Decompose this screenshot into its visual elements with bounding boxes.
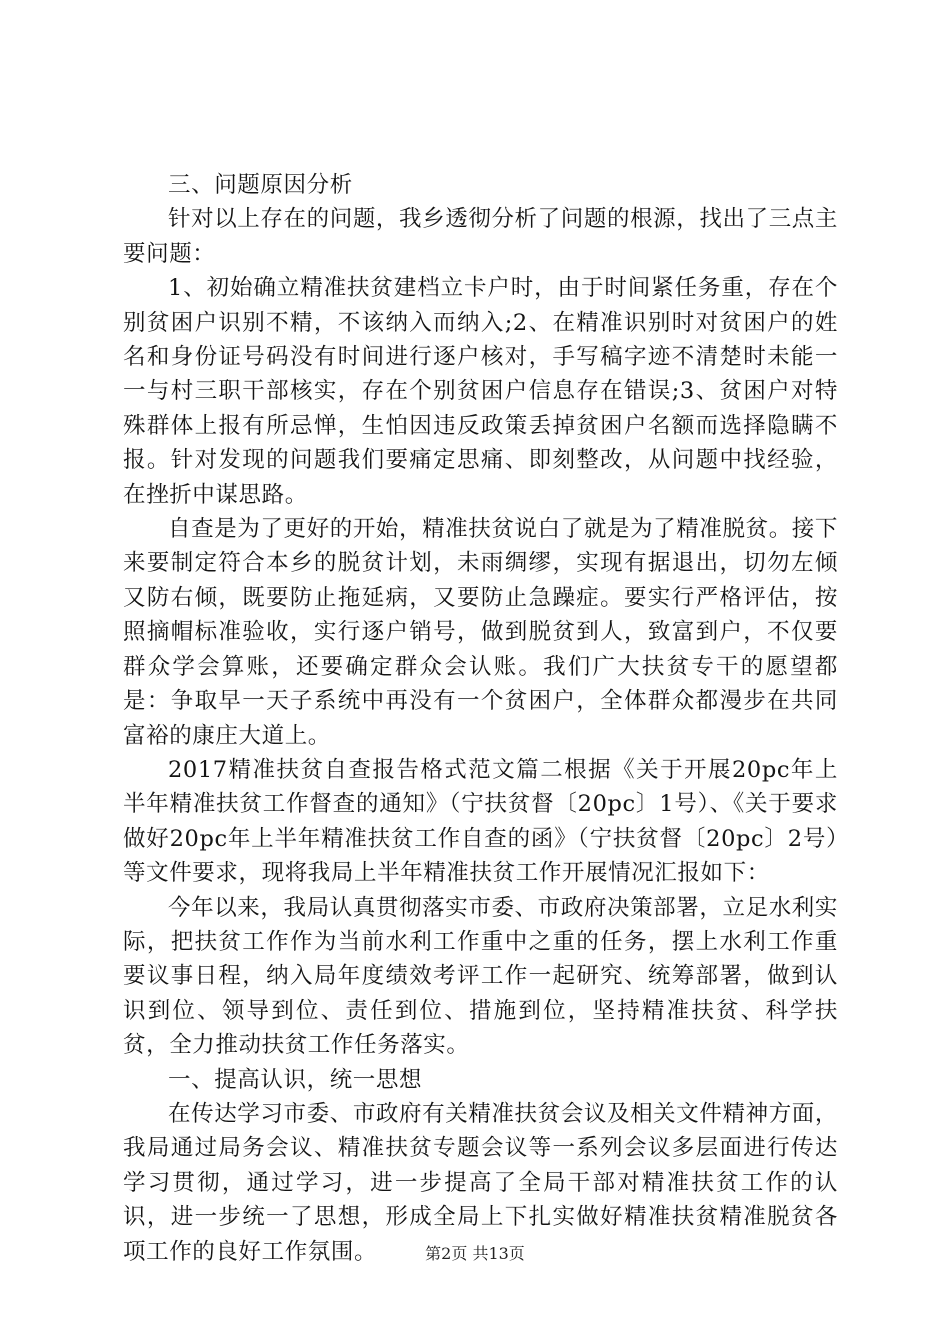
- section-heading-raise-awareness: 一、提高认识，统一思想: [168, 1066, 423, 1093]
- document-body: [123, 168, 838, 1269]
- paragraph-work-overview: 今年以来，我局认真贯彻落实市委、市政府决策部署，立足水利实际，把扶贫工作作为当前水利工作重中之重的任务，摆上水利工作重要议事日程，纳入局年度绩效考评工作一起研究、统筹部署，做到认识到位、领导到位、责任到位、措施到位，坚持精准扶贫、科学扶贫，全力推动扶贫工作任务落实。: [123, 894, 838, 1059]
- paragraph-study-meetings: 在传达学习市委、市政府有关精准扶贫会议及相关文件精神方面，我局通过局务会议、精准扶贫专题会议等一系列会议多层面进行传达学习贯彻，通过学习，进一步提高了全局干部对精准扶贫工作的认识，进一步统一了思想，形成全局上下扎实做好精准扶贫精准脱贫各项工作的良好工作氛围。: [123, 1100, 838, 1265]
- paragraph-intro: 针对以上存在的问题，我乡透彻分析了问题的根源，找出了三点主要问题：: [123, 206, 838, 267]
- paragraph-self-check: 自查是为了更好的开始，精准扶贫说白了就是为了精准脱贫。接下来要制定符合本乡的脱贫计划，未雨绸缪，实现有据退出，切勿左倾又防右倾，既要防止拖延病，又要防止急躁症。要实行严格评估，按照摘帽标准验收，实行逐户销号，做到脱贫到人，致富到户，不仅要群众学会算账，还要确定群众会认账。我们广大扶贫专干的愿望都是：争取早一天子系统中再没有一个贫困户，全体群众都漫步在共同富裕的康庄大道上。: [123, 516, 838, 749]
- paragraph-problem-list: 1、初始确立精准扶贫建档立卡户时，由于时间紧任务重，存在个别贫困户识别不精，不该纳入而纳入;2、在精准识别时对贫困户的姓名和身份证号码没有时间进行逐户核对，手写稿字迹不清楚时未能一一与村三职干部核实，存在个别贫困户信息存在错误;3、贫困户对特殊群体上报有所忌惮，生怕因违反政策丢掉贫困户名额而选择隐瞒不报。针对发现的问题我们要痛定思痛、即刻整改，从问题中找经验，在挫折中谋思路。: [123, 275, 838, 508]
- section-heading-problem-analysis: 三、问题原因分析: [168, 172, 353, 198]
- paragraph-report-intro: 2017精准扶贫自查报告格式范文篇二根据《关于开展20pc年上半年精准扶贫工作督查的通知》（宁扶贫督〔20pc〕1号）、《关于要求做好20pc年上半年精准扶贫工作自查的函》（宁扶贫督〔20pc〕2号）等文件要求，现将我局上半年精准扶贫工作开展情况汇报如下：: [123, 756, 838, 887]
- page-number-footer: 第2页 共13页: [425, 1244, 525, 1263]
